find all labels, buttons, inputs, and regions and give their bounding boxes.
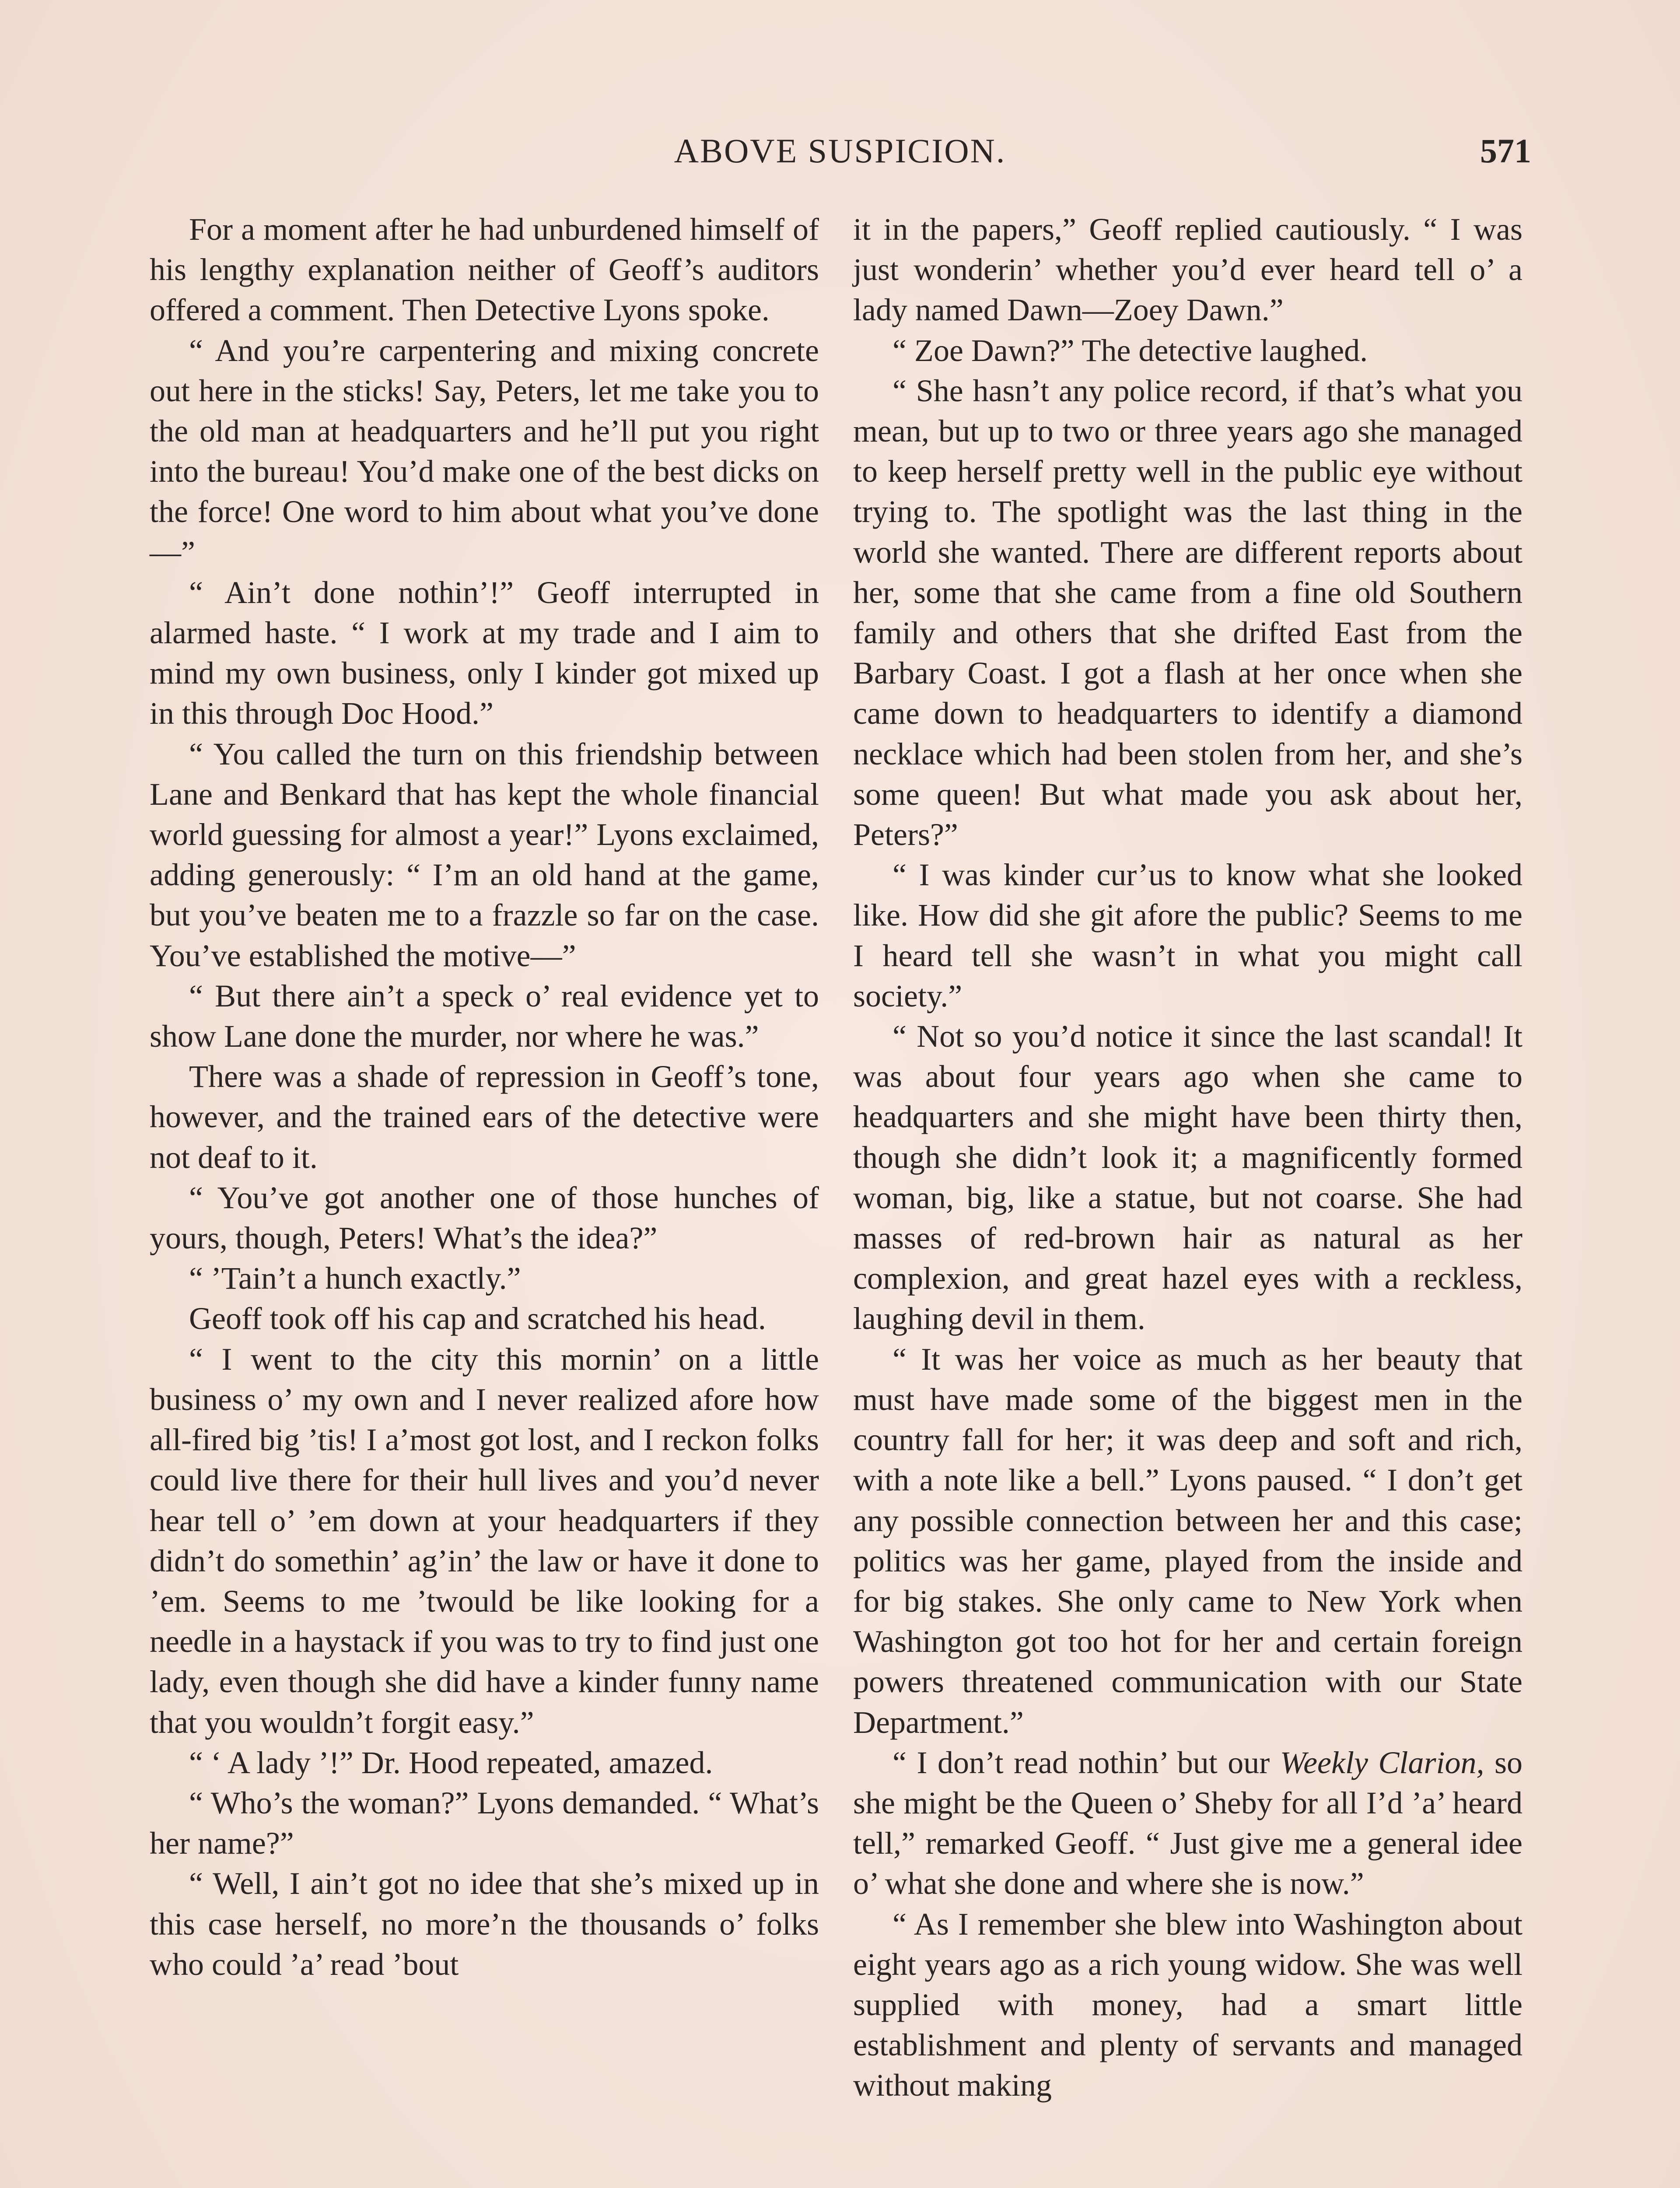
paragraph: “ ’Tain’t a hunch exactly.” — [189, 1261, 521, 1296]
paragraph: “ She hasn’t any police record, if that’s what you mean, but up to two or three years ago she managed to keep herself pretty well in the public eye without trying to. The spotlight was the last thing in the world she wanted. There are different reports about her, some that she came from a fine old Southern family and others that she drifted East from the Barbary Coast. I got a flash at her once when she came down to headquarters to identify a diamond necklace which had been stolen from her, and she’s some queen! But what made you ask about her, Peters?” — [853, 373, 1522, 852]
right-column — [853, 209, 1522, 2106]
running-title: ABOVE SUSPICION. — [674, 132, 1006, 170]
page-number: 571 — [1480, 132, 1531, 170]
paragraph: “ As I remember she blew into Washington about eight years ago as a rich young widow. She was well supplied with money, had a smart little establishment and plenty of servants and managed without making — [853, 1906, 1522, 2103]
paragraph: “ You’ve got another one of those hunches of yours, though, Peters! What’s the idea?” — [150, 1180, 819, 1256]
running-header — [149, 131, 1531, 179]
paragraph: “ But there ain’t a speck o’ real evidence yet to show Lane done the murder, nor where he was.” — [150, 978, 819, 1054]
paragraph: “ Well, I ain’t got no idee that she’s mixed up in this case herself, no more’n the thousands o’ folks who could ’a’ read ’bout — [150, 1866, 819, 1982]
paragraph: “ Ain’t done nothin’!” Geoff interrupted in alarmed haste. “ I work at my trade and I aim to mind my own business, only I kinder got mixed up in this through Doc Hood.” — [150, 575, 819, 731]
newspaper-name: Weekly Clarion, — [1280, 1745, 1484, 1780]
paragraph: There was a shade of repression in Geoff’s tone, however, and the trained ears of the detective were not deaf to it. — [150, 1059, 819, 1175]
paragraph: “ You called the turn on this friendship between Lane and Benkard that has kept the whole financial world guessing for almost a year!” Lyons exclaimed, adding generously: “ I’m an old hand at the game, but you’ve beaten me to a frazzle so far on the case. You’ve established the motive—” — [150, 736, 819, 973]
paragraph: Geoff took off his cap and scratched his head. — [189, 1301, 766, 1336]
paragraph: “ I was kinder cur’us to know what she looked like. How did she git afore the public? Seems to me I heard tell she wasn’t in what you might call society.” — [853, 857, 1522, 1013]
paragraph: “ Not so you’d notice it since the last scandal! It was about four years ago when she came to headquarters and she might have been thirty then, though she didn’t look it; a magnificently formed woman, big, like a statue, but not coarse. She had masses of red-brown hair as natural as her complexion, and great hazel eyes with a reckless, laughing devil in them. — [853, 1019, 1522, 1336]
left-column — [150, 209, 819, 1985]
paragraph-geoff-reply — [853, 1743, 1522, 1904]
paragraph: “ I went to the city this mornin’ on a little business o’ my own and I never realized afore how all-fired big ’tis! I a’most got lost, and I reckon folks could live there for their hull lives and you’d never hear tell o’ ’em down at your headquarters if they didn’t do somethin’ ag’in’ the law or have it done to ’em. Seems to me ’twould be like looking for a needle in a haystack if you was to try to find just one lady, even though she did have a kinder funny name that you wouldn’t forgit easy.” — [150, 1341, 819, 1740]
paragraph: “ Who’s the woman?” Lyons demanded. “ What’s her name?” — [150, 1785, 819, 1861]
paragraph: “ ‘ A lady ’!” Dr. Hood repeated, amazed. — [189, 1745, 713, 1780]
paragraph: “ It was her voice as much as her beauty that must have made some of the biggest men in the country fall for her; it was deep and soft and rich, with a note like a bell.” Lyons paused. “ I don’t get any possible connection between her and this case; politics was her game, played from the inside and for big stakes. She only came to New York when Washington got too hot for her and certain foreign powers threatened communication with our State Department.” — [853, 1341, 1522, 1740]
paragraph: For a moment after he had unburdened himself of his lengthy explanation neither of Geoff’s auditors offered a comment. Then Detective Lyons spoke. — [150, 212, 819, 328]
quote-start: “ I don’t read nothin’ but our — [892, 1745, 1280, 1780]
quote-end: so she might be the Queen o’ Sheby for all I’d ’a’ heard tell,” remarked Geoff. “ Just give me a general idee o’ what she done and where she is now.” — [853, 1745, 1522, 1901]
paragraph: “ Zoe Dawn?” The detective laughed. — [892, 333, 1368, 368]
paragraph: “ And you’re carpentering and mixing concrete out here in the sticks! Say, Peters, let me take you to the old man at headquarters and he’ll put you right into the bureau! You’d make one of the best dicks on the force! One word to him about what you’ve done—” — [150, 333, 819, 570]
continued-paragraph: it in the papers,” Geoff replied cautiously. “ I was just wonderin’ whether you’d ever heard tell o’ a lady named Dawn—Zoey Dawn.” — [853, 212, 1522, 328]
